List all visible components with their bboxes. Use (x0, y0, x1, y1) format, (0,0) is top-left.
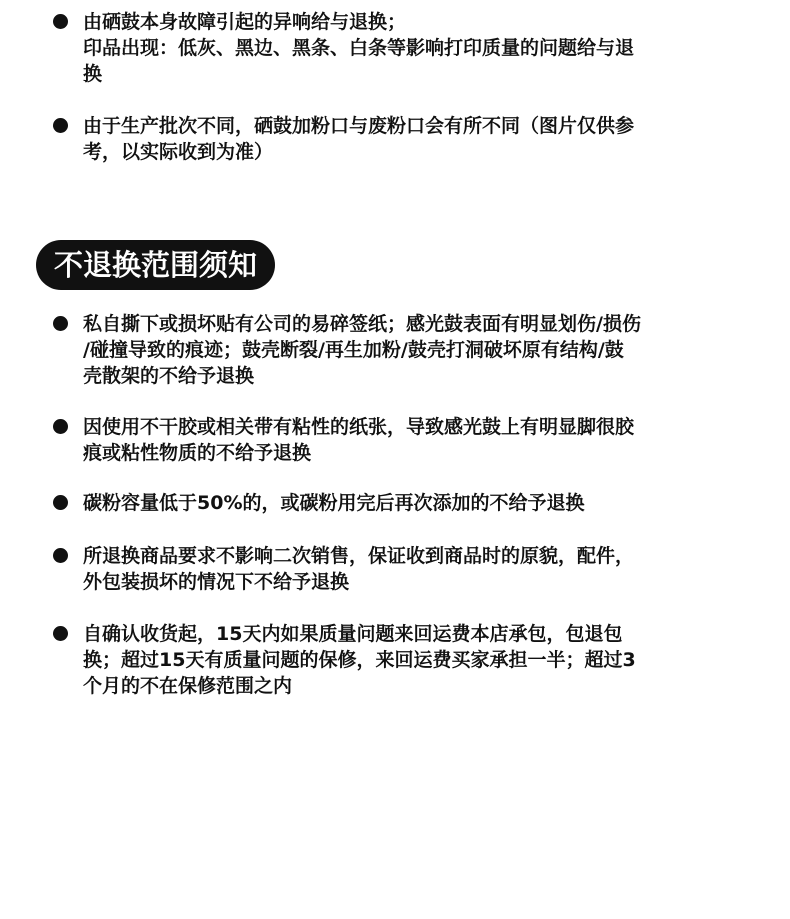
item-text-line: 换；超过15天有质量问题的保修，来回运费买家承担一半；超过3 (83, 649, 636, 671)
item-text-line: 所退换商品要求不影响二次销售，保证收到商品时的原貌，配件， (83, 545, 635, 567)
list-item (50, 543, 740, 595)
list-item (50, 490, 740, 516)
list-item (50, 311, 740, 389)
item-text-line: 考，以实际收到为准） (83, 141, 274, 163)
bullet-icon (53, 626, 68, 641)
item-text-line: 壳散架的不给予退换 (83, 365, 255, 387)
list-item (50, 621, 740, 699)
list-item (50, 9, 740, 87)
bullet-icon (53, 118, 68, 133)
item-text-line: 换 (83, 63, 103, 85)
list-item (50, 414, 740, 466)
item-text-line: 碳粉容量低于50%的，或碳粉用完后再次添加的不给予退换 (83, 492, 585, 514)
item-text-line: 痕或粘性物质的不给予退换 (83, 442, 312, 464)
bullet-icon (53, 419, 68, 434)
item-text-line: 由于生产批次不同，硒鼓加粉口与废粉口会有所不同（图片仅供参 (83, 115, 635, 137)
list-item (50, 113, 740, 165)
item-text-line: 私自撕下或损坏贴有公司的易碎签纸；感光鼓表面有明显划伤/损伤 (83, 313, 641, 335)
bullet-icon (53, 316, 68, 331)
item-text-line: /碰撞导致的痕迹；鼓壳断裂/再生加粉/鼓壳打洞破坏原有结构/鼓 (83, 339, 624, 361)
item-text-line: 外包装损坏的情况下不给予退换 (83, 571, 350, 593)
section-title: 不退换范围须知 (36, 240, 275, 290)
item-text-line: 印品出现：低灰、黑边、黑条、白条等影响打印质量的问题给与退 (83, 37, 635, 59)
bullet-icon (53, 495, 68, 510)
bullet-icon (53, 548, 68, 563)
item-text-line: 个月的不在保修范围之内 (83, 675, 293, 697)
item-text-line: 由硒鼓本身故障引起的异响给与退换； (83, 11, 407, 33)
item-text-line: 自确认收货起，15天内如果质量问题来回运费本店承包，包退包 (83, 623, 623, 645)
bullet-icon (53, 14, 68, 29)
item-text-line: 因使用不干胶或相关带有粘性的纸张，导致感光鼓上有明显脚很胶 (83, 416, 635, 438)
